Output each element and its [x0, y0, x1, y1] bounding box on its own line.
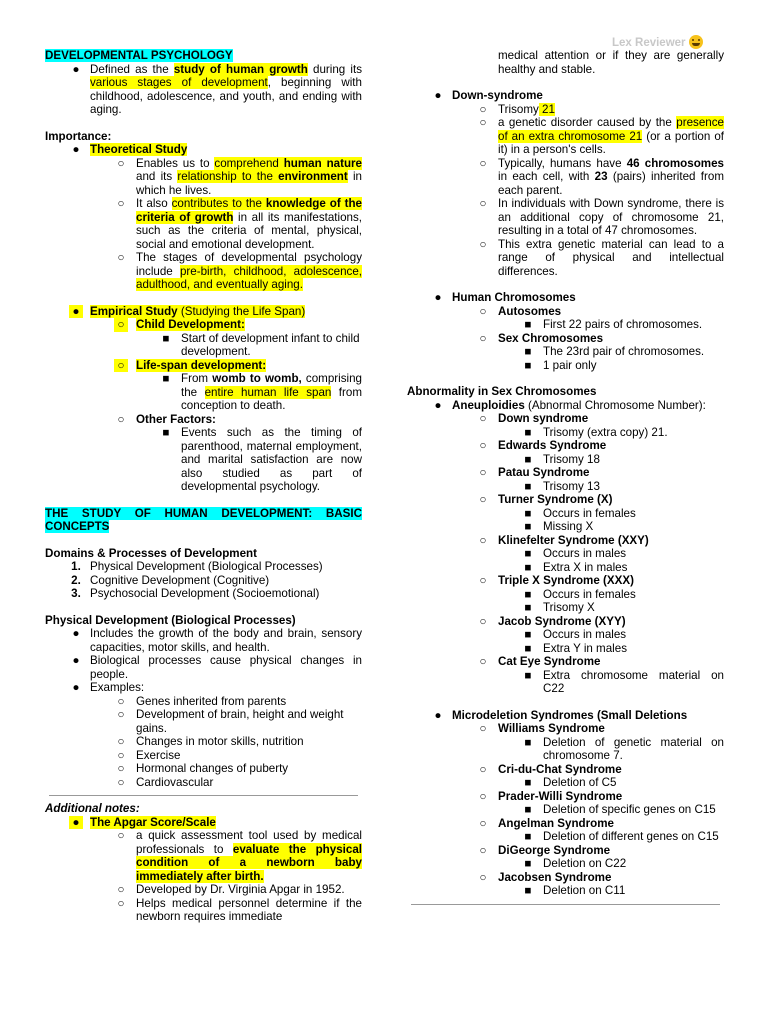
list-item: ○ Developed by Dr. Virginia Apgar in 1952.: [117, 883, 345, 896]
list-item: ■ From womb to womb, comprising the entire human life span from conception to death.: [162, 372, 362, 412]
heading: Additional notes:: [45, 802, 140, 815]
list-item: ● Defined as the study of human growth during its various stages of development, beginning with childhood, adolescence, and youth, and ending with aging.: [72, 62, 362, 116]
list-item: ■ Start of development infant to child development.: [162, 331, 360, 358]
list-item: ○ It also contributes to the knowledge of the criteria of growth in all its manifestations, such as the criteria of mental, physical, social and emotional development.: [117, 197, 363, 251]
list-item: 3. Psychosocial Development (Socioemotional): [71, 587, 320, 600]
list-item: ○ Triple X Syndrome (XXX): [479, 574, 634, 587]
list-item: ○ This extra genetic material can lead to a range of physical and intellectual differences.: [479, 237, 724, 278]
list-item: ● Down-syndrome: [434, 89, 543, 102]
list-item: ● Human Chromosomes: [434, 291, 576, 304]
list-item: ● Microdeletion Syndromes (Small Deletions: [434, 708, 688, 722]
list-item: ■ Occurs in females: [524, 587, 636, 601]
list-item: ○ Sex Chromosomes: [479, 331, 604, 345]
list-item: ○ The stages of developmental psychology include pre-birth, childhood, adolescence, adulthood, and eventually aging.: [117, 251, 362, 291]
list-item: ● Biological processes cause physical changes in people.: [72, 654, 362, 681]
watermark: Lex Reviewer: [612, 35, 703, 51]
list-item: ■ The 23rd pair of chromosomes.: [524, 345, 705, 358]
list-item: ■ First 22 pairs of chromosomes.: [524, 318, 703, 331]
list-item: ○ Jacobsen Syndrome: [479, 870, 612, 884]
divider: [49, 795, 358, 796]
list-item: ○ Changes in motor skills, nutrition: [117, 735, 304, 748]
list-item: ○ Enables us to comprehend human nature and its relationship to the environment in which he lives.: [117, 156, 362, 197]
list-item: ○ Angelman Syndrome: [479, 816, 614, 830]
list-item: ● Examples:: [72, 681, 145, 694]
list-item: ■ 1 pair only: [524, 358, 597, 372]
divider: [411, 904, 720, 905]
list-item: ○ DiGeorge Syndrome: [479, 843, 611, 857]
list-item: ■ Occurs in females: [524, 506, 636, 520]
list-item: ○ Cri-du-Chat Syndrome: [479, 762, 622, 776]
list-item: ○ a quick assessment tool used by medical professionals to evaluate the physical condition of a newborn baby immediately after birth.: [117, 829, 362, 883]
list-item: ○ Genes inherited from parents: [117, 694, 287, 708]
list-item: ■ Deletion on C22: [524, 857, 627, 870]
list-item: ● Empirical Study (Studying the Life Span): [45, 305, 362, 319]
left-column: [45, 49, 362, 924]
list-item: ■ Extra chromosome material on C22: [524, 668, 724, 695]
list-item: ■ Deletion of different genes on C15: [524, 830, 719, 843]
list-item: ■ Deletion on C11: [524, 884, 626, 897]
list-item: ■ Trisomy 18: [524, 452, 600, 466]
list-item: ○ a genetic disorder caused by the presence of an extra chromosome 21 (or a portion of it) in a person's cells.: [479, 116, 724, 156]
list-item: ■ Trisomy (extra copy) 21.: [524, 425, 668, 439]
list-item: ○ Patau Syndrome: [479, 466, 590, 479]
list-item: ○ Development of brain, height and weight gains.: [117, 708, 344, 735]
list-item: ○ Exercise: [117, 748, 181, 762]
list-item: ○ Cat Eye Syndrome: [479, 655, 601, 668]
heading: Domains & Processes of Development: [45, 546, 257, 560]
list-item: ○ Cardiovascular: [117, 775, 214, 789]
section-title: DEVELOPMENTAL PSYCHOLOGY: [45, 49, 233, 62]
list-item: ○ Typically, humans have 46 chromosomes in each cell, with 23 (pairs) inherited from each parent.: [479, 156, 724, 197]
list-item: ■ Trisomy 13: [524, 479, 600, 493]
list-item: ■ Extra X in males: [524, 560, 628, 574]
list-item: ● Includes the growth of the body and brain, sensory capacities, motor skills, and health.: [72, 627, 362, 654]
heading: Abnormality in Sex Chromosomes: [407, 385, 597, 398]
grinning-face-icon: [689, 35, 703, 49]
list-item: ○ Turner Syndrome (X): [479, 493, 613, 506]
list-item: ○ Hormonal changes of puberty: [117, 762, 289, 775]
list-item: ■ Events such as the timing of parenthood, maternal employment, and marital satisfaction are now also studied as part of developmental psychology.: [162, 426, 362, 493]
list-item: ■ Extra Y in males: [524, 641, 627, 655]
list-item: ○ Child Development:: [45, 318, 362, 332]
heading: Importance:: [45, 129, 112, 143]
list-item: ○ Jacob Syndrome (XYY): [479, 614, 626, 628]
list-item: ■ Missing X: [524, 520, 594, 533]
list-item: ○ Life-span development:: [45, 359, 362, 373]
list-item: ○ Prader-Willi Syndrome: [479, 789, 623, 803]
list-item: ■ Deletion of genetic material on chromosome 7.: [524, 735, 724, 762]
list-item: 2. Cognitive Development (Cognitive): [71, 573, 270, 587]
list-item: ■ Deletion of specific genes on C15: [524, 803, 716, 816]
list-item: ● The Apgar Score/Scale: [45, 816, 362, 830]
right-column: [407, 49, 724, 911]
list-item: ■ Occurs in males: [524, 628, 627, 641]
list-item: ● Aneuploidies (Abnormal Chromosome Number):: [434, 398, 706, 412]
list-item: ○ Other Factors:: [117, 412, 216, 426]
list-item: ○ Edwards Syndrome: [479, 439, 607, 452]
list-item: ○ In individuals with Down syndrome, there is an additional copy of chromosome 21, resulting in a total of 47 chromosomes.: [479, 197, 724, 237]
list-item: ■ Occurs in males: [524, 547, 627, 560]
list-item-continued: medical attention or if they are generally healthy and stable.: [498, 49, 724, 76]
list-item: ○ Autosomes: [479, 304, 562, 318]
heading: Physical Development (Biological Processes): [45, 613, 296, 627]
section-title: THE STUDY OF HUMAN DEVELOPMENT: BASIC CONCEPTS: [45, 506, 362, 533]
list-item: ○ Down syndrome: [479, 412, 589, 425]
list-item: ■ Trisomy X: [524, 601, 595, 614]
list-item: ○ Trisomy 21: [479, 102, 555, 116]
list-item: ■ Deletion of C5: [524, 776, 617, 789]
list-item: ● Theoretical Study: [72, 143, 188, 156]
list-item: 1. Physical Development (Biological Processes): [71, 560, 323, 573]
list-item: ○ Williams Syndrome: [479, 722, 605, 735]
list-item: ○ Klinefelter Syndrome (XXY): [479, 533, 649, 547]
list-item: ○ Helps medical personnel determine if the newborn requires immediate: [117, 896, 362, 923]
